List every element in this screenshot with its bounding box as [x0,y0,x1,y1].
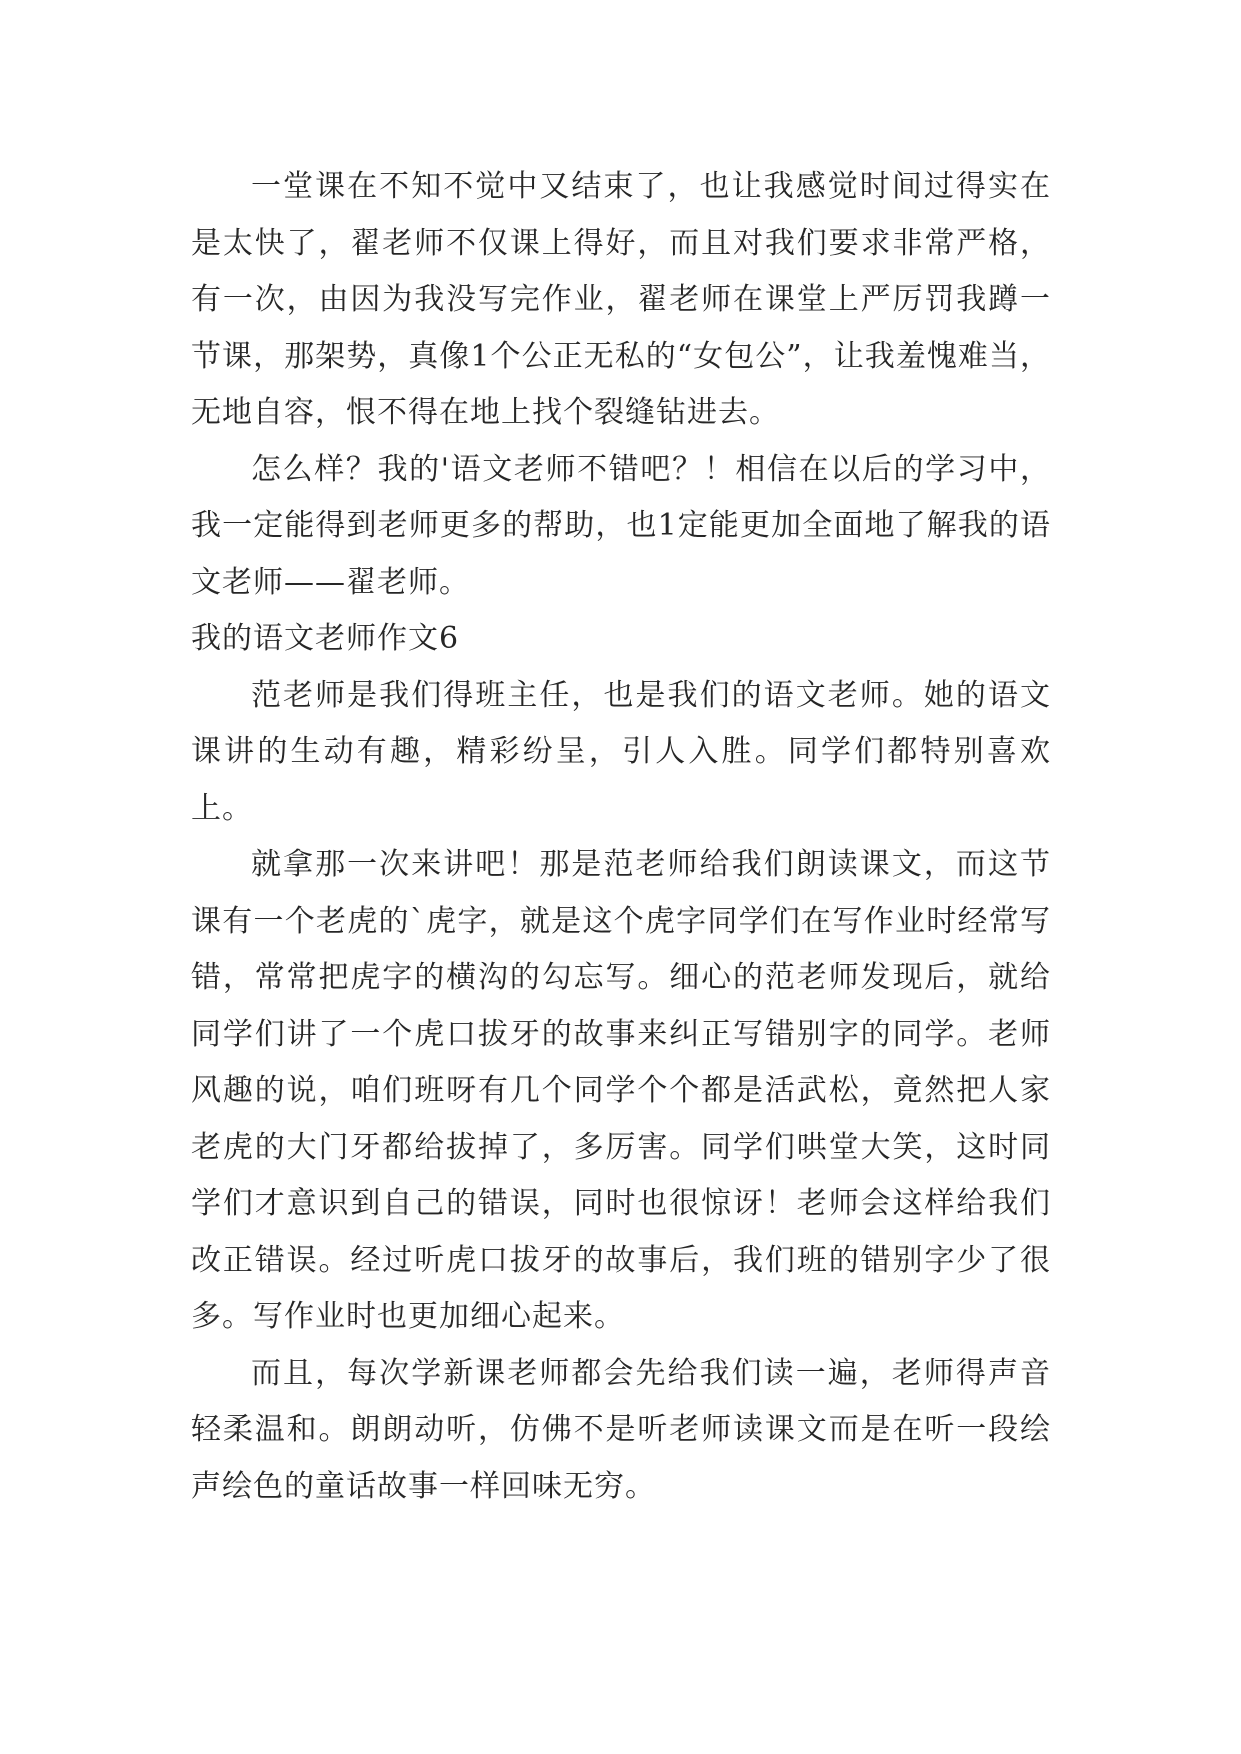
paragraph-reading-voice: 而且，每次学新课老师都会先给我们读一遍，老师得声音轻柔温和。朗朗动听，仿佛不是听老师读课文而是在听一段绘声绘色的童话故事一样回味无穷。 [191,1355,1051,1504]
paragraph-teacher-zhai-conclusion: 怎么样？我的'语文老师不错吧？！相信在以后的学习中，我一定能得到老师更多的帮助，也1定能更加全面地了解我的语文老师——翟老师。 [191,451,1051,600]
paragraph-teacher-fan-intro: 范老师是我们得班主任，也是我们的语文老师。她的语文课讲的生动有趣，精彩纷呈，引人入胜。同学们都特别喜欢上。 [191,677,1051,826]
paragraph-tiger-story: 就拿那一次来讲吧！那是范老师给我们朗读课文，而这节课有一个老虎的`虎字，就是这个虎字同学们在写作业时经常写错，常常把虎字的横沟的勾忘写。细心的范老师发现后，就给同学们讲了一个虎口拔牙的故事来纠正写错别字的同学。老师风趣的说，咱们班呀有几个同学个个都是活武松，竟然把人家老虎的大门牙都给拔掉了，多厉害。同学们哄堂大笑，这时同学们才意识到自己的错误，同时也很惊讶！老师会这样给我们改正错误。经过听虎口拔牙的故事后，我们班的错别字少了很多。写作业时也更加细心起来。 [191,847,1051,1334]
paragraph-teacher-zhai-strict: 一堂课在不知不觉中又结束了，也让我感觉时间过得实在是太快了，翟老师不仅课上得好，而且对我们要求非常严格，有一次，由因为我没写完作业，翟老师在课堂上严厉罚我蹲一节课，那架势，真像1个公正无私的“女包公”，让我羞愧难当，无地自容，恨不得在地上找个裂缝钻进去。 [191,169,1051,430]
section-title: 我的语文老师作文6 [191,621,460,656]
document-body [191,159,1051,1515]
